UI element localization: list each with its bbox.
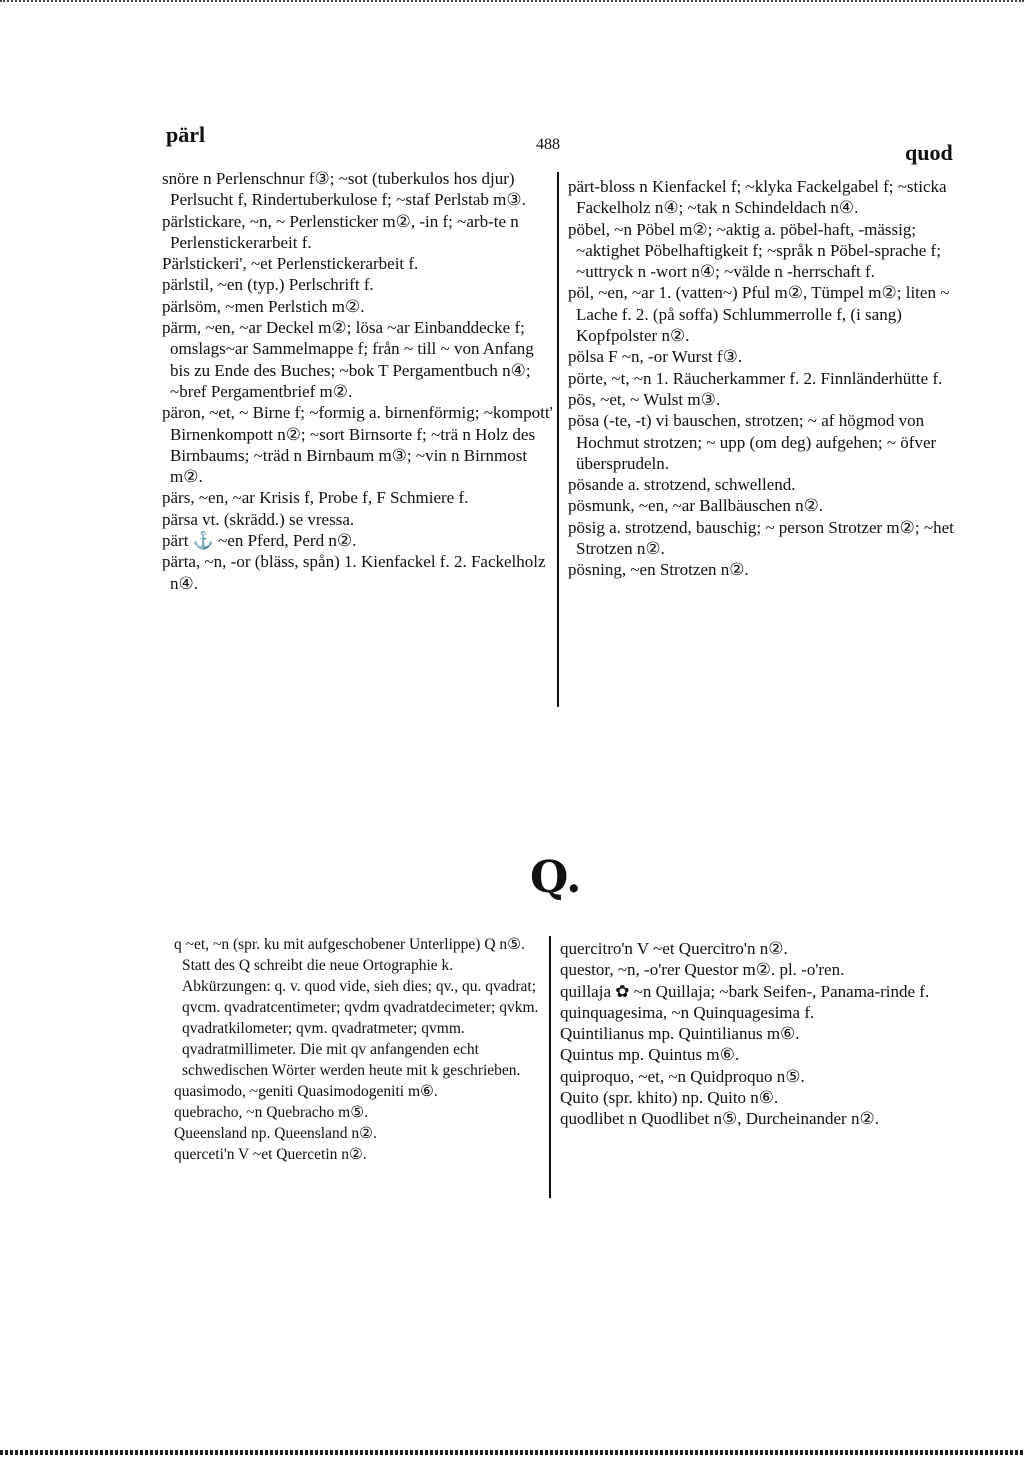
dictionary-entry: quinquagesima, ~n Quinquagesima f.: [560, 1002, 815, 1022]
page-number: 488: [536, 136, 560, 153]
dictionary-column-1: [162, 168, 554, 594]
dictionary-column-2: [568, 176, 976, 581]
dictionary-column-3: [174, 934, 544, 1165]
dictionary-entry: pösande a. strotzend, schwellend.: [568, 475, 796, 495]
dictionary-entry: quasimodo, ~geniti Quasimodogeniti m⑥.: [174, 1083, 438, 1100]
dictionary-entry: Pärlstickeri', ~et Perlenstickerarbeit f.: [162, 254, 419, 274]
dictionary-entry: Quintilianus mp. Quintilianus m⑥.: [560, 1024, 800, 1044]
dictionary-entry: quiproquo, ~et, ~n Quidproquo n⑤.: [560, 1066, 805, 1086]
dictionary-column-4: [560, 938, 980, 1130]
dictionary-entry: pölsa F ~n, -or Wurst f③.: [568, 347, 743, 367]
dictionary-entry: pörte, ~t, ~n 1. Räucherkammer f. 2. Finnländerhütte f.: [568, 368, 943, 388]
dictionary-entry: pärm, ~en, ~ar Deckel m②; lösa ~ar Einbanddecke f; omslags~ar Sammelmappe f; från ~ till ~ von Anfang bis zu Ende des Buches; ~bok T Pergamentbuch n④; ~bref Pergamentbrief m②.: [162, 318, 534, 401]
dictionary-entry: pös, ~et, ~ Wulst m③.: [568, 389, 721, 409]
dictionary-entry: pärt ⚓ ~en Pferd, Perd n②.: [162, 531, 357, 551]
dictionary-entry: Quintus mp. Quintus m⑥.: [560, 1045, 740, 1065]
dictionary-entry: quodlibet n Quodlibet n⑤, Durcheinander n②.: [560, 1109, 879, 1129]
dictionary-entry: Queensland np. Queensland n②.: [174, 1125, 377, 1142]
dictionary-entry: Quito (spr. khito) np. Quito n⑥.: [560, 1088, 779, 1108]
dictionary-entry: pöbel, ~n Pöbel m②; ~aktig a. pöbel-haft, -mässig; ~aktighet Pöbelhaftigkeit f; ~språk n Pöbel-sprache f; ~uttryck n -wort n④; ~välde n -herrschaft f.: [568, 219, 941, 282]
dictionary-entry: snöre n Perlenschnur f③; ~sot (tuberkulos hos djur) Perlsucht f, Rindertuberkulose f; ~staf Perlstab m③.: [162, 169, 526, 210]
dictionary-entry: quercitro'n V ~et Quercitro'n n②.: [560, 939, 788, 958]
dictionary-entry: päron, ~et, ~ Birne f; ~formig a. birnenförmig; ~kompott' Birnenkompott n②; ~sort Birnsorte f; ~trä n Holz des Birnbaums; ~träd n Birnbaum m③; ~vin n Birnmost m②.: [162, 403, 553, 487]
dictionary-entry: pösning, ~en Strotzen n②.: [568, 560, 749, 580]
column-divider: [557, 172, 559, 707]
dictionary-entry: pösmunk, ~en, ~ar Ballbäuschen n②.: [568, 496, 824, 516]
dictionary-entry: pärlstil, ~en (typ.) Perlschrift f.: [162, 275, 374, 295]
page-bottom-edge: [0, 1450, 1024, 1455]
column-divider: [549, 936, 551, 1198]
dictionary-entry: questor, ~n, -o'rer Questor m②. pl. -o'ren.: [560, 960, 845, 980]
dictionary-entry: querceti'n V ~et Quercetin n②.: [174, 1146, 367, 1163]
running-head-right: quod: [905, 140, 953, 165]
section-letter-heading: Q.: [530, 852, 582, 903]
dictionary-entry: pärsa vt. (skrädd.) se vressa.: [162, 509, 355, 529]
dictionary-entry: pärt-bloss n Kienfackel f; ~klyka Fackelgabel f; ~sticka Fackelholz n④; ~tak n Schindeldach n④.: [568, 177, 947, 218]
dictionary-entry: pärlsöm, ~men Perlstich m②.: [162, 296, 365, 316]
dictionary-entry: pärta, ~n, -or (bläss, spån) 1. Kienfackel f. 2. Fackelholz n④.: [162, 552, 546, 593]
dictionary-entry: pärlstickare, ~n, ~ Perlensticker m②, -in f; ~arb-te n Perlenstickerarbeit f.: [162, 211, 519, 252]
dictionary-entry: pärs, ~en, ~ar Krisis f, Probe f, F Schmiere f.: [162, 488, 469, 508]
dictionary-entry: pöl, ~en, ~ar 1. (vatten~) Pful m②, Tümpel m②; liten ~ Lache f. 2. (på soffa) Schlummerrolle f, (i sang) Kopfpolster n②.: [568, 283, 950, 346]
dictionary-entry: pösig a. strotzend, bauschig; ~ person Strotzer m②; ~het Strotzen n②.: [568, 517, 954, 559]
dictionary-entry: quebracho, ~n Quebracho m⑤.: [174, 1104, 369, 1121]
dictionary-entry: quillaja ✿ ~n Quillaja; ~bark Seifen-, Panama-rinde f.: [560, 981, 930, 1001]
dictionary-entry: pösa (-te, -t) vi bauschen, strotzen; ~ af högmod von Hochmut strotzen; ~ upp (om deg) aufgehen; ~ öfver übersprudeln.: [568, 411, 937, 473]
running-head-left: pärl: [166, 122, 206, 147]
dictionary-entry: q ~et, ~n (spr. ku mit aufgeschobener Unterlippe) Q n⑤. Statt des Q schreibt die neue Ortographie k. Abkürzungen: q. v. quod vide, sieh dies; qv., qu. qvadrat; qvcm. qvadratcentimeter; qvdm qvadratdecimeter; qvkm. qvadratkilometer; qvm. qvadratmeter; qvmm. qvadratmillimeter. Die mit qv anfangenden echt schwedischen Wörter werden heute mit k geschrieben.: [174, 936, 539, 1079]
page-top-edge: [0, 0, 1024, 5]
